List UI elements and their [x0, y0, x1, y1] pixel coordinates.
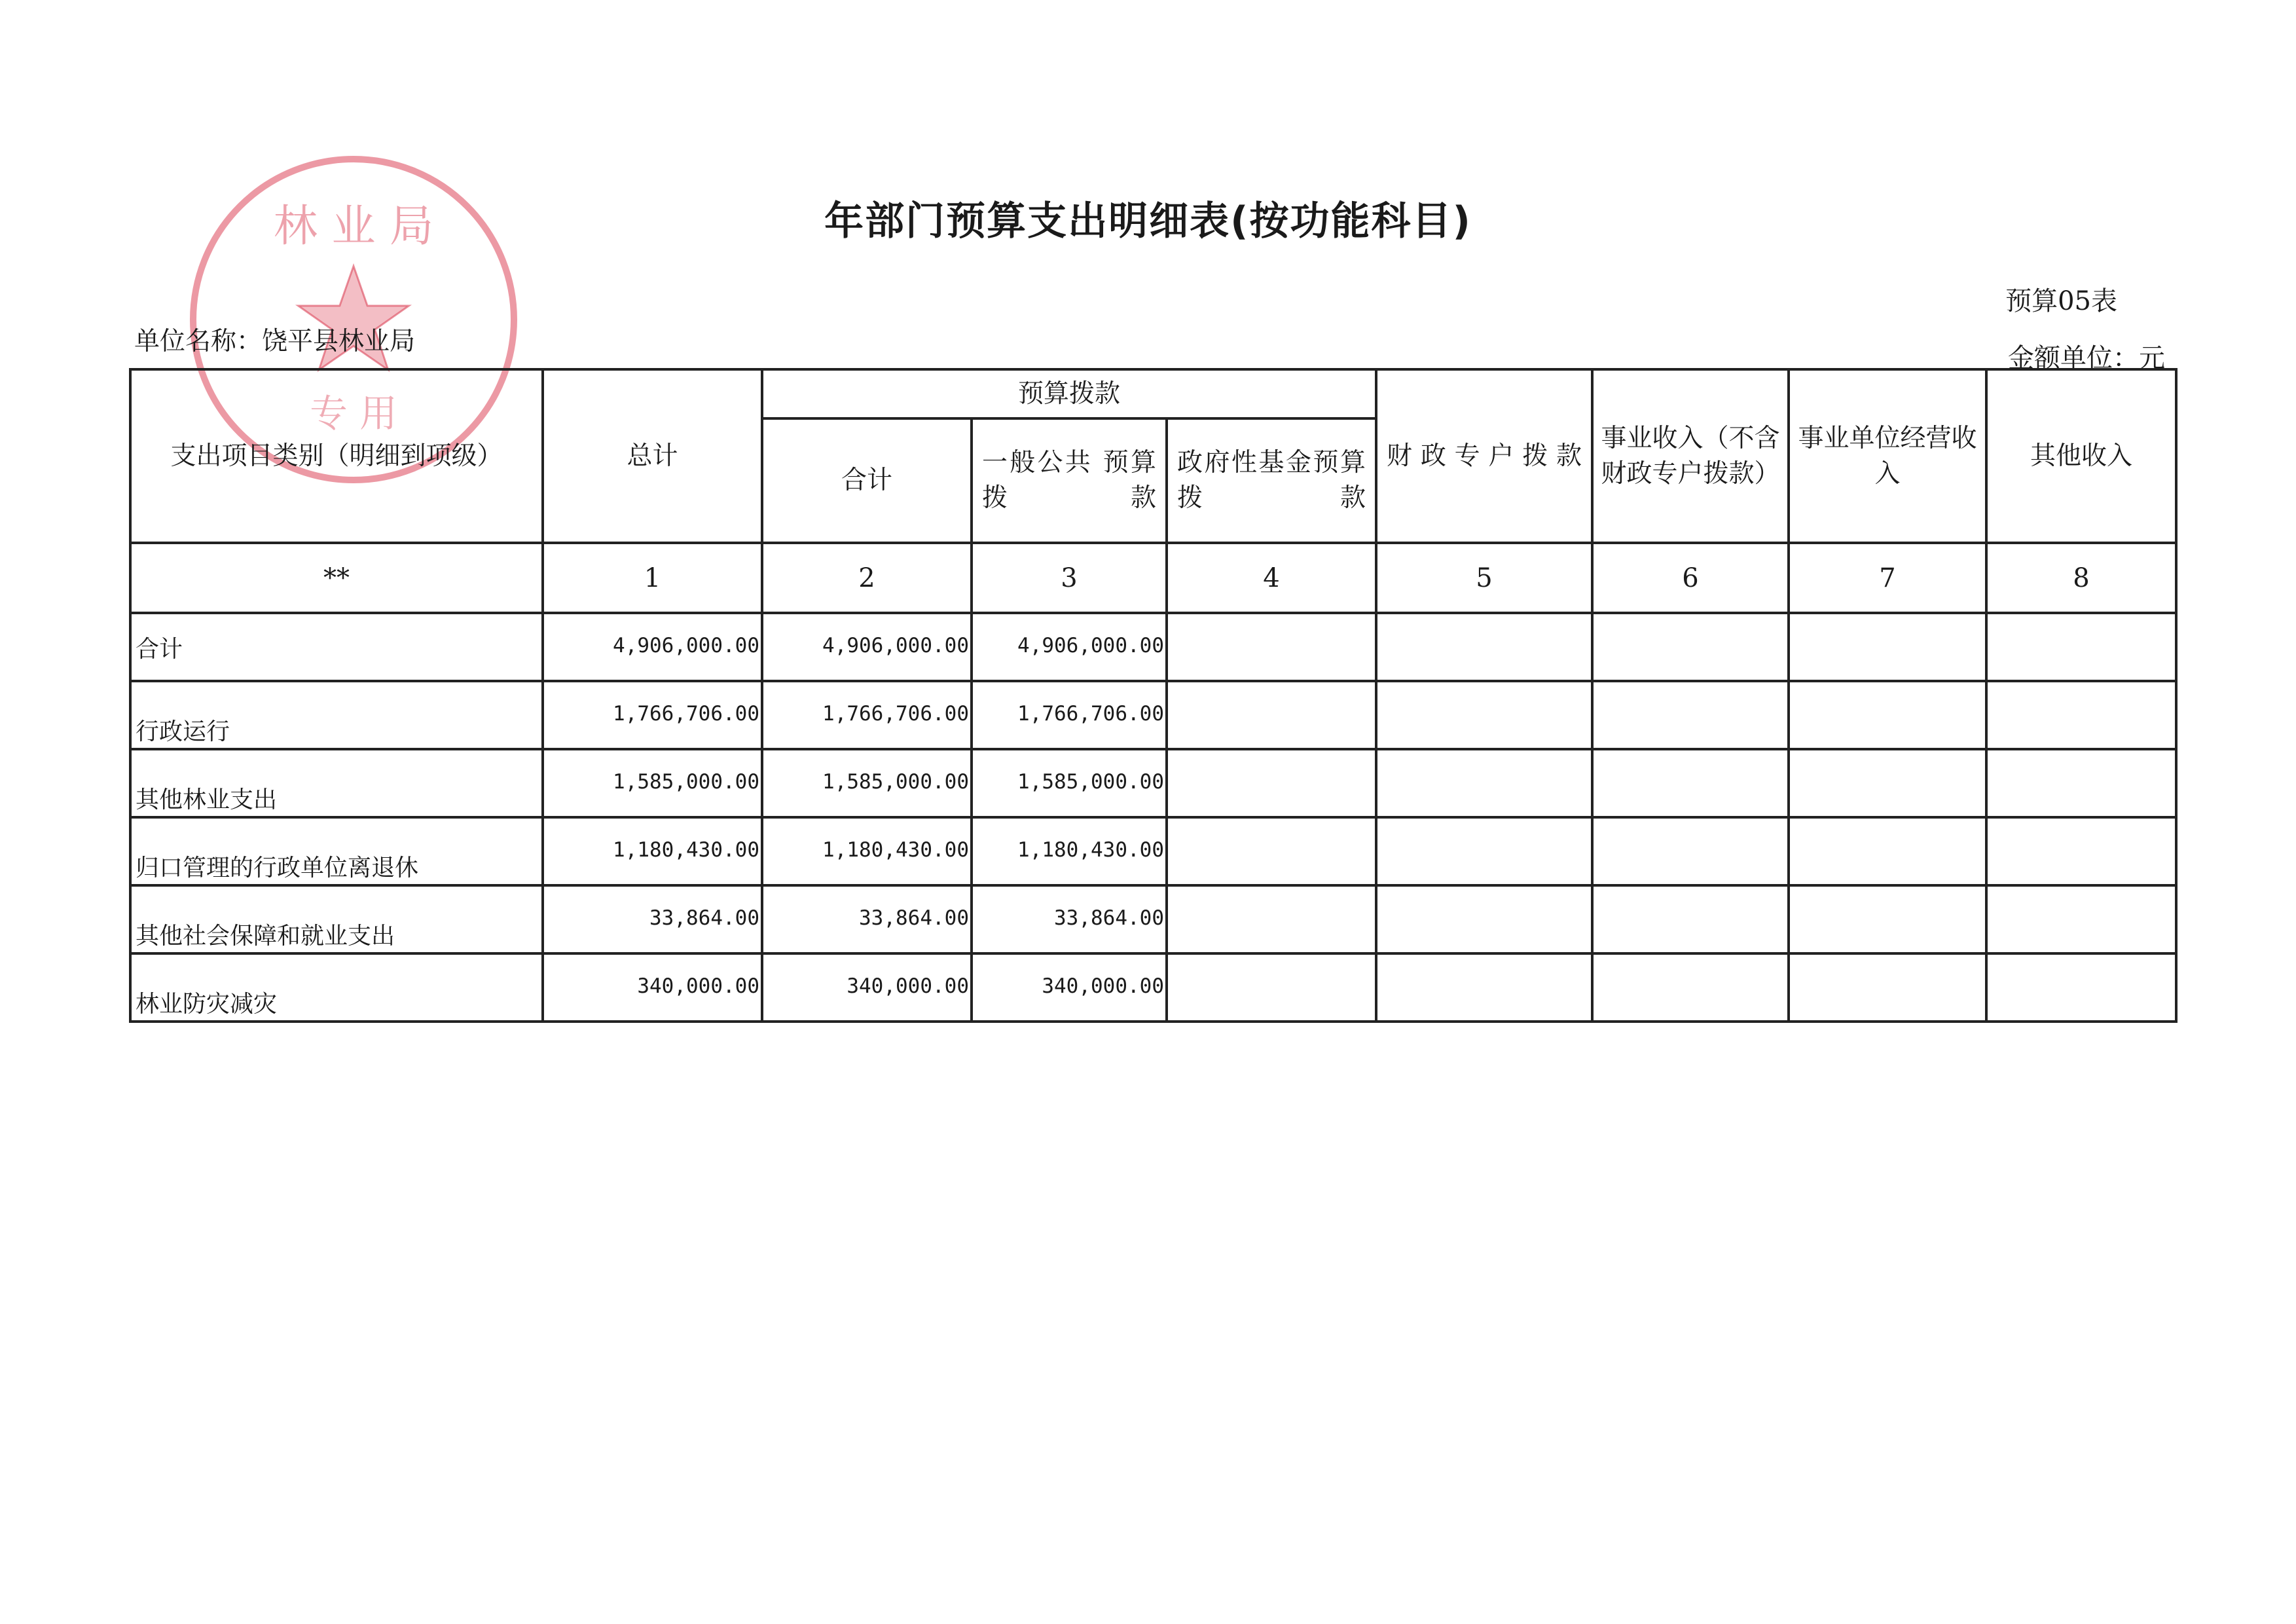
empty-cell	[1986, 817, 2176, 885]
row-label: 归口管理的行政单位离退休	[130, 817, 543, 885]
header-business-income: 事业收入（不含财政专户拨款）	[1592, 369, 1789, 543]
empty-cell	[1986, 885, 2176, 953]
row-label: 其他社会保障和就业支出	[130, 885, 543, 953]
empty-cell	[1592, 613, 1789, 681]
general-cell: 1,180,430.00	[972, 817, 1167, 885]
empty-cell	[1167, 749, 1376, 817]
empty-cell	[1986, 749, 2176, 817]
table-row	[130, 749, 2176, 817]
amount-unit: 金额单位：元	[2008, 343, 2165, 373]
empty-cell	[1592, 817, 1789, 885]
header-fiscal-special: 财政专户拨款	[1376, 369, 1592, 543]
empty-cell	[1376, 749, 1592, 817]
header-budget-group: 预算拨款	[762, 369, 1376, 418]
index-cell: 6	[1592, 543, 1789, 613]
header-subtotal: 合计	[762, 418, 972, 543]
general-cell: 1,585,000.00	[972, 749, 1167, 817]
table-row	[130, 613, 2176, 681]
empty-cell	[1167, 613, 1376, 681]
header-category: 支出项目类别（明细到项级）	[130, 369, 543, 543]
subtotal-cell: 1,766,706.00	[762, 681, 972, 749]
subtotal-cell: 33,864.00	[762, 885, 972, 953]
header-gov-fund: 政府性基金预算拨款	[1167, 418, 1376, 543]
empty-cell	[1986, 681, 2176, 749]
empty-cell	[1789, 749, 1986, 817]
table-number: 预算05表	[2005, 286, 2117, 316]
empty-cell	[1986, 953, 2176, 1022]
empty-cell	[1376, 613, 1592, 681]
empty-cell	[1376, 681, 1592, 749]
budget-table	[129, 368, 2178, 1023]
table-row	[130, 885, 2176, 953]
table-row	[130, 953, 2176, 1022]
total-cell: 33,864.00	[543, 885, 762, 953]
page-title: 年部门预算支出明细表(按功能科目)	[824, 198, 1472, 244]
empty-cell	[1789, 817, 1986, 885]
table-row	[130, 681, 2176, 749]
subtotal-cell: 4,906,000.00	[762, 613, 972, 681]
unit-name: 单位名称：饶平县林业局	[134, 327, 416, 356]
subtotal-cell: 340,000.00	[762, 953, 972, 1022]
empty-cell	[1592, 681, 1789, 749]
index-cell: 4	[1167, 543, 1376, 613]
general-cell: 4,906,000.00	[972, 613, 1167, 681]
header-other-income: 其他收入	[1986, 369, 2176, 543]
total-cell: 1,180,430.00	[543, 817, 762, 885]
total-cell: 1,766,706.00	[543, 681, 762, 749]
empty-cell	[1167, 953, 1376, 1022]
row-label: 行政运行	[130, 681, 543, 749]
index-cell: 3	[972, 543, 1167, 613]
empty-cell	[1789, 953, 1986, 1022]
empty-cell	[1167, 885, 1376, 953]
index-cell: 2	[762, 543, 972, 613]
empty-cell	[1376, 817, 1592, 885]
header-business-operation: 事业单位经营收入	[1789, 369, 1986, 543]
header-general-public: 一般公共 预算拨款	[972, 418, 1167, 543]
subtotal-cell: 1,180,430.00	[762, 817, 972, 885]
header-total: 总计	[543, 369, 762, 543]
svg-text:林 业 局: 林 业 局	[273, 200, 434, 251]
subtotal-cell: 1,585,000.00	[762, 749, 972, 817]
total-cell: 340,000.00	[543, 953, 762, 1022]
empty-cell	[1167, 681, 1376, 749]
index-cell: **	[130, 543, 543, 613]
empty-cell	[1789, 885, 1986, 953]
row-label: 合计	[130, 613, 543, 681]
row-label: 林业防灾减灾	[130, 953, 543, 1022]
general-cell: 340,000.00	[972, 953, 1167, 1022]
table-row	[130, 817, 2176, 885]
index-cell: 5	[1376, 543, 1592, 613]
total-cell: 4,906,000.00	[543, 613, 762, 681]
empty-cell	[1986, 613, 2176, 681]
index-cell: 7	[1789, 543, 1986, 613]
empty-cell	[1592, 885, 1789, 953]
empty-cell	[1167, 817, 1376, 885]
general-cell: 33,864.00	[972, 885, 1167, 953]
svg-text:专 用: 专 用	[310, 392, 397, 436]
empty-cell	[1376, 885, 1592, 953]
total-cell: 1,585,000.00	[543, 749, 762, 817]
general-cell: 1,766,706.00	[972, 681, 1167, 749]
index-cell: 8	[1986, 543, 2176, 613]
row-label: 其他林业支出	[130, 749, 543, 817]
empty-cell	[1376, 953, 1592, 1022]
empty-cell	[1789, 681, 1986, 749]
index-cell: 1	[543, 543, 762, 613]
empty-cell	[1592, 953, 1789, 1022]
empty-cell	[1789, 613, 1986, 681]
empty-cell	[1592, 749, 1789, 817]
